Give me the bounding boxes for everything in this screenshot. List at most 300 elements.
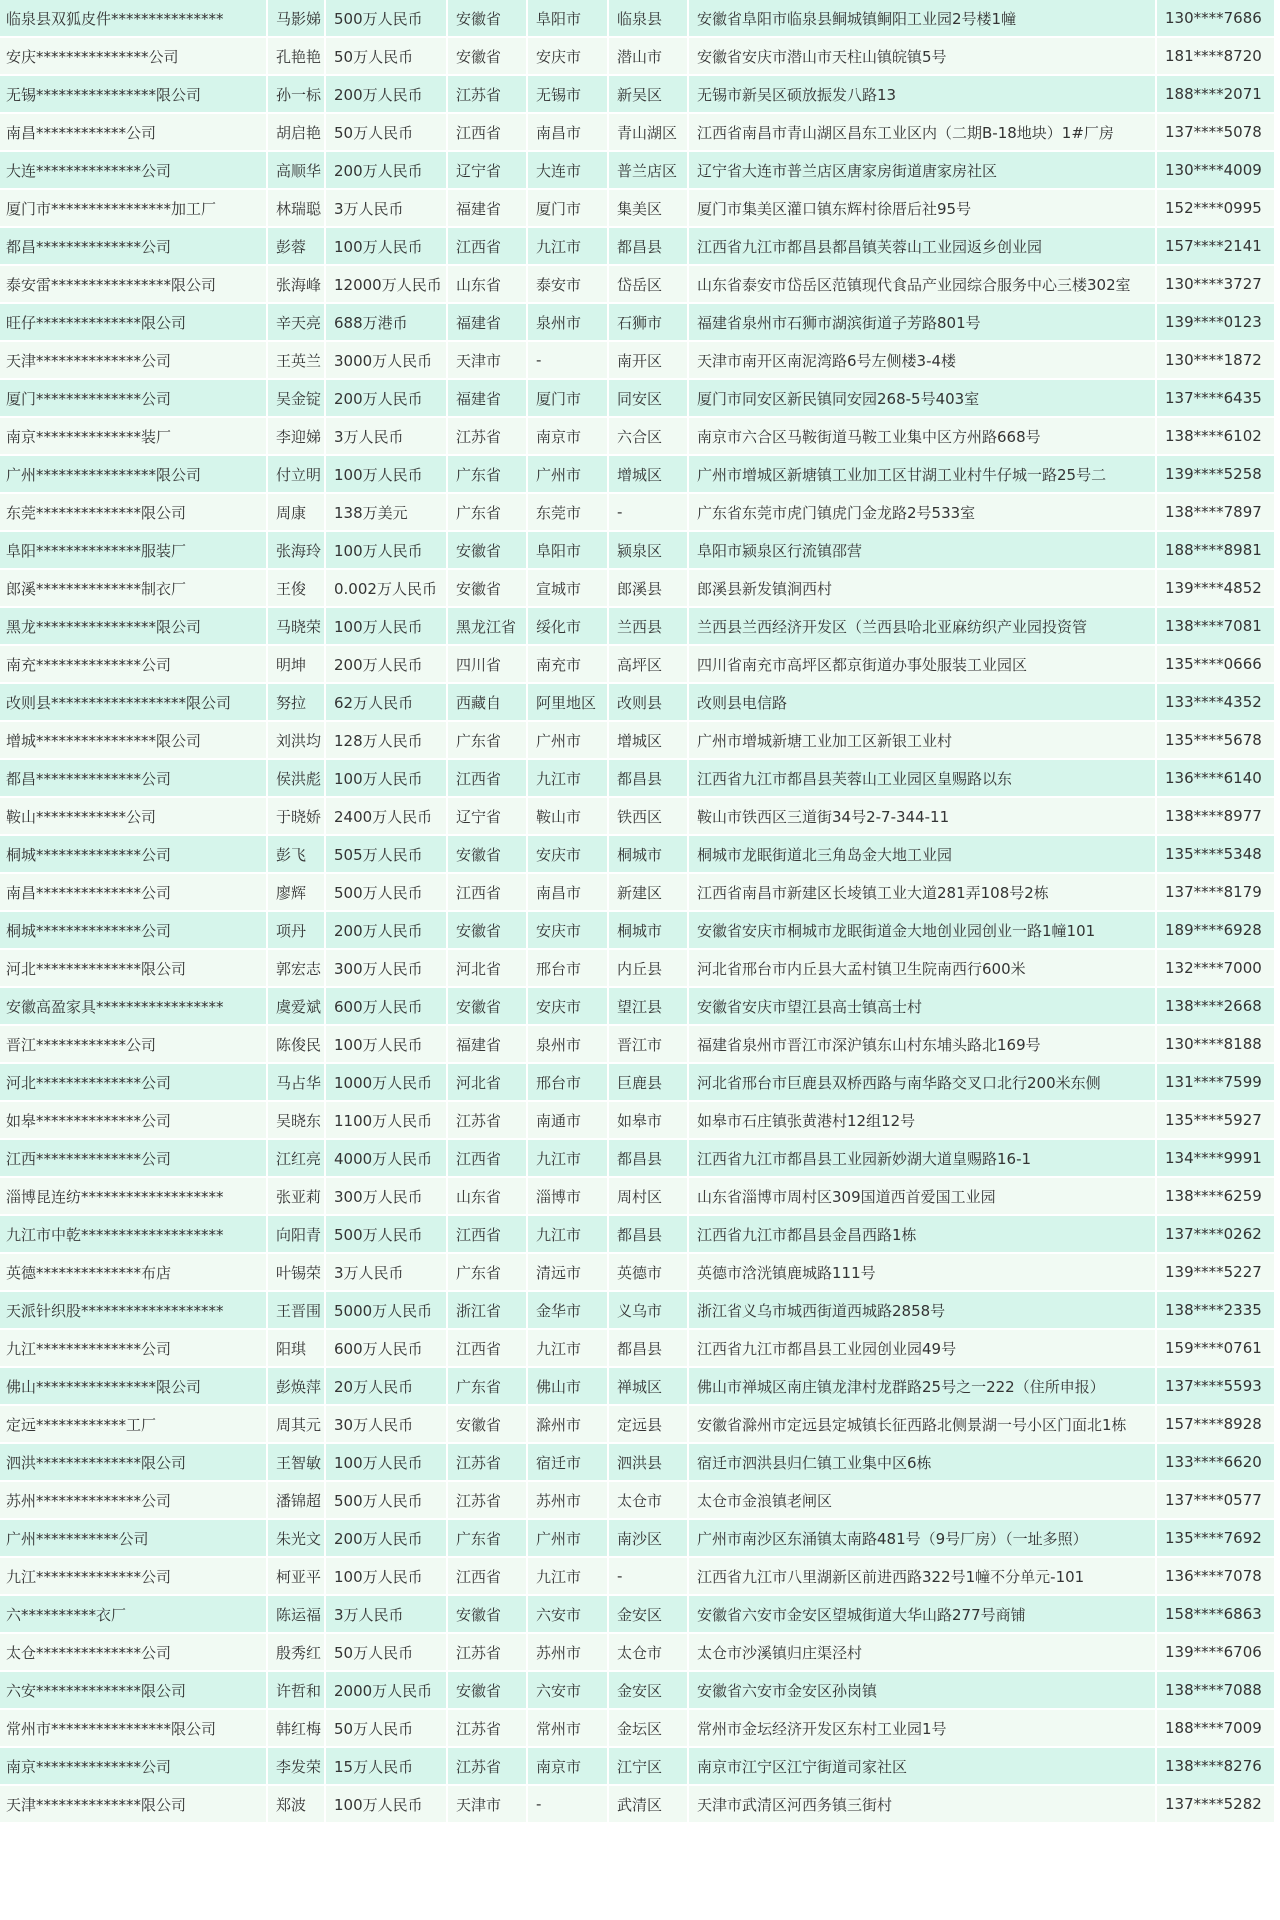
- province-cell: 江西省: [448, 228, 528, 266]
- registered-capital-cell: 50万人民币: [326, 114, 448, 152]
- district-cell: 郎溪县: [609, 570, 689, 608]
- registered-capital-cell: 600万人民币: [326, 988, 448, 1026]
- address-cell: 广州市南沙区东涌镇太南路481号（9号厂房）（一址多照）: [689, 1520, 1157, 1558]
- address-cell: 安徽省六安市金安区孙岗镇: [689, 1672, 1157, 1710]
- phone-cell: 189****6928: [1157, 912, 1276, 950]
- registered-capital-cell: 200万人民币: [326, 152, 448, 190]
- table-row: [0, 1406, 1276, 1444]
- registered-capital-cell: 100万人民币: [326, 228, 448, 266]
- registered-capital-cell: 1000万人民币: [326, 1064, 448, 1102]
- phone-cell: 157****8928: [1157, 1406, 1276, 1444]
- city-cell: 南昌市: [528, 874, 609, 912]
- table-row: [0, 684, 1276, 722]
- legal-person-cell: 马晓荣: [268, 608, 326, 646]
- registered-capital-cell: 1100万人民币: [326, 1102, 448, 1140]
- district-cell: 太仓市: [609, 1482, 689, 1520]
- phone-cell: 159****0761: [1157, 1330, 1276, 1368]
- city-cell: 六安市: [528, 1596, 609, 1634]
- legal-person-cell: 王晋围: [268, 1292, 326, 1330]
- table-row: [0, 1216, 1276, 1254]
- legal-person-cell: 柯亚平: [268, 1558, 326, 1596]
- province-cell: 山东省: [448, 266, 528, 304]
- registered-capital-cell: 100万人民币: [326, 532, 448, 570]
- province-cell: 福建省: [448, 1026, 528, 1064]
- city-cell: 厦门市: [528, 380, 609, 418]
- city-cell: 无锡市: [528, 76, 609, 114]
- registered-capital-cell: 100万人民币: [326, 760, 448, 798]
- phone-cell: 138****7897: [1157, 494, 1276, 532]
- district-cell: 都昌县: [609, 1216, 689, 1254]
- registered-capital-cell: 50万人民币: [326, 1710, 448, 1748]
- phone-cell: 139****6706: [1157, 1634, 1276, 1672]
- district-cell: 高坪区: [609, 646, 689, 684]
- table-row: [0, 342, 1276, 380]
- district-cell: 晋江市: [609, 1026, 689, 1064]
- legal-person-cell: 叶锡荣: [268, 1254, 326, 1292]
- city-cell: 鞍山市: [528, 798, 609, 836]
- address-cell: 江西省南昌市新建区长堎镇工业大道281弄108号2栋: [689, 874, 1157, 912]
- registered-capital-cell: 100万人民币: [326, 456, 448, 494]
- table-row: [0, 76, 1276, 114]
- province-cell: 福建省: [448, 190, 528, 228]
- address-cell: 南京市六合区马鞍街道马鞍工业集中区方州路668号: [689, 418, 1157, 456]
- registered-capital-cell: 30万人民币: [326, 1406, 448, 1444]
- legal-person-cell: 付立明: [268, 456, 326, 494]
- city-cell: 九江市: [528, 228, 609, 266]
- company-name-cell: 太仓**************公司: [0, 1634, 268, 1672]
- province-cell: 福建省: [448, 304, 528, 342]
- phone-cell: 130****3727: [1157, 266, 1276, 304]
- address-cell: 无锡市新吴区硕放振发八路13: [689, 76, 1157, 114]
- phone-cell: 138****7081: [1157, 608, 1276, 646]
- city-cell: 广州市: [528, 456, 609, 494]
- phone-cell: 135****5678: [1157, 722, 1276, 760]
- company-name-cell: 大连**************公司: [0, 152, 268, 190]
- address-cell: 天津市南开区南泥湾路6号左侧楼3-4楼: [689, 342, 1157, 380]
- registered-capital-cell: 2400万人民币: [326, 798, 448, 836]
- city-cell: 阜阳市: [528, 0, 609, 38]
- company-name-cell: 九江**************公司: [0, 1330, 268, 1368]
- table-row: [0, 1520, 1276, 1558]
- registered-capital-cell: 600万人民币: [326, 1330, 448, 1368]
- address-cell: 安徽省六安市金安区望城街道大华山路277号商铺: [689, 1596, 1157, 1634]
- table-row: [0, 1444, 1276, 1482]
- company-name-cell: 如皋**************公司: [0, 1102, 268, 1140]
- table-row: [0, 1482, 1276, 1520]
- city-cell: 厦门市: [528, 190, 609, 228]
- address-cell: 福建省泉州市石狮市湖滨街道子芳路801号: [689, 304, 1157, 342]
- city-cell: 阜阳市: [528, 532, 609, 570]
- phone-cell: 136****6140: [1157, 760, 1276, 798]
- city-cell: 安庆市: [528, 38, 609, 76]
- company-name-cell: 常州市****************限公司: [0, 1710, 268, 1748]
- phone-cell: 137****0577: [1157, 1482, 1276, 1520]
- legal-person-cell: 王智敏: [268, 1444, 326, 1482]
- address-cell: 兰西县兰西经济开发区（兰西县哈北亚麻纺织产业园投资管: [689, 608, 1157, 646]
- legal-person-cell: 虞爱斌: [268, 988, 326, 1026]
- district-cell: 义乌市: [609, 1292, 689, 1330]
- address-cell: 山东省淄博市周村区309国道西首爱国工业园: [689, 1178, 1157, 1216]
- province-cell: 江苏省: [448, 1482, 528, 1520]
- company-name-cell: 厦门**************公司: [0, 380, 268, 418]
- district-cell: 集美区: [609, 190, 689, 228]
- phone-cell: 138****7088: [1157, 1672, 1276, 1710]
- city-cell: 六安市: [528, 1672, 609, 1710]
- company-name-cell: 佛山****************限公司: [0, 1368, 268, 1406]
- address-cell: 常州市金坛经济开发区东村工业园1号: [689, 1710, 1157, 1748]
- province-cell: 江苏省: [448, 1710, 528, 1748]
- address-cell: 桐城市龙眠街道北三角岛金大地工业园: [689, 836, 1157, 874]
- city-cell: 南京市: [528, 418, 609, 456]
- address-cell: 江西省九江市都昌县金昌西路1栋: [689, 1216, 1157, 1254]
- company-name-cell: 英德**************布店: [0, 1254, 268, 1292]
- table-row: [0, 494, 1276, 532]
- table-row: [0, 798, 1276, 836]
- district-cell: 如皋市: [609, 1102, 689, 1140]
- phone-cell: 133****4352: [1157, 684, 1276, 722]
- address-cell: 南京市江宁区江宁街道司家社区: [689, 1748, 1157, 1786]
- address-cell: 河北省邢台市巨鹿县双桥西路与南华路交叉口北行200米东侧: [689, 1064, 1157, 1102]
- registered-capital-cell: 12000万人民币: [326, 266, 448, 304]
- city-cell: 金华市: [528, 1292, 609, 1330]
- district-cell: 武清区: [609, 1786, 689, 1824]
- phone-cell: 137****8179: [1157, 874, 1276, 912]
- table-row: [0, 266, 1276, 304]
- province-cell: 安徽省: [448, 988, 528, 1026]
- province-cell: 天津市: [448, 1786, 528, 1824]
- city-cell: 南京市: [528, 1748, 609, 1786]
- registered-capital-cell: 200万人民币: [326, 912, 448, 950]
- registered-capital-cell: 300万人民币: [326, 950, 448, 988]
- city-cell: 大连市: [528, 152, 609, 190]
- registered-capital-cell: 500万人民币: [326, 874, 448, 912]
- table-row: [0, 114, 1276, 152]
- phone-cell: 139****4852: [1157, 570, 1276, 608]
- address-cell: 安徽省安庆市望江县高士镇高士村: [689, 988, 1157, 1026]
- city-cell: 泰安市: [528, 266, 609, 304]
- company-name-cell: 郎溪**************制衣厂: [0, 570, 268, 608]
- district-cell: 都昌县: [609, 1330, 689, 1368]
- district-cell: 金坛区: [609, 1710, 689, 1748]
- city-cell: 九江市: [528, 1140, 609, 1178]
- registered-capital-cell: 500万人民币: [326, 0, 448, 38]
- phone-cell: 132****7000: [1157, 950, 1276, 988]
- district-cell: 金安区: [609, 1596, 689, 1634]
- company-name-cell: 临泉县双狐皮件***************: [0, 0, 268, 38]
- legal-person-cell: 李迎娣: [268, 418, 326, 456]
- legal-person-cell: 林瑞聪: [268, 190, 326, 228]
- legal-person-cell: 朱光文: [268, 1520, 326, 1558]
- table-row: [0, 1368, 1276, 1406]
- city-cell: 九江市: [528, 1216, 609, 1254]
- table-row: [0, 1026, 1276, 1064]
- city-cell: 南昌市: [528, 114, 609, 152]
- legal-person-cell: 王俊: [268, 570, 326, 608]
- legal-person-cell: 吴晓东: [268, 1102, 326, 1140]
- district-cell: 定远县: [609, 1406, 689, 1444]
- phone-cell: 130****4009: [1157, 152, 1276, 190]
- registered-capital-cell: 138万美元: [326, 494, 448, 532]
- company-name-cell: 南充**************公司: [0, 646, 268, 684]
- province-cell: 江苏省: [448, 76, 528, 114]
- company-name-cell: 桐城**************公司: [0, 836, 268, 874]
- company-name-cell: 南京**************装厂: [0, 418, 268, 456]
- phone-cell: 138****6259: [1157, 1178, 1276, 1216]
- legal-person-cell: 马影娣: [268, 0, 326, 38]
- legal-person-cell: 马占华: [268, 1064, 326, 1102]
- legal-person-cell: 潘锦超: [268, 1482, 326, 1520]
- phone-cell: 188****8981: [1157, 532, 1276, 570]
- province-cell: 江西省: [448, 1330, 528, 1368]
- registered-capital-cell: 3万人民币: [326, 190, 448, 228]
- province-cell: 辽宁省: [448, 798, 528, 836]
- city-cell: 广州市: [528, 1520, 609, 1558]
- district-cell: 岱岳区: [609, 266, 689, 304]
- legal-person-cell: 李发荣: [268, 1748, 326, 1786]
- province-cell: 安徽省: [448, 836, 528, 874]
- province-cell: 四川省: [448, 646, 528, 684]
- city-cell: 东莞市: [528, 494, 609, 532]
- province-cell: 江西省: [448, 1216, 528, 1254]
- address-cell: 安徽省滁州市定远县定城镇长征西路北侧景湖一号小区门面北1栋: [689, 1406, 1157, 1444]
- registered-capital-cell: 200万人民币: [326, 76, 448, 114]
- legal-person-cell: 周康: [268, 494, 326, 532]
- table-row: [0, 874, 1276, 912]
- company-name-cell: 黑龙****************限公司: [0, 608, 268, 646]
- table-row: [0, 1634, 1276, 1672]
- legal-person-cell: 明坤: [268, 646, 326, 684]
- city-cell: 九江市: [528, 760, 609, 798]
- district-cell: 增城区: [609, 722, 689, 760]
- phone-cell: 137****5282: [1157, 1786, 1276, 1824]
- phone-cell: 152****0995: [1157, 190, 1276, 228]
- table-row: [0, 1254, 1276, 1292]
- province-cell: 安徽省: [448, 1596, 528, 1634]
- province-cell: 安徽省: [448, 570, 528, 608]
- province-cell: 江苏省: [448, 1634, 528, 1672]
- district-cell: 江宁区: [609, 1748, 689, 1786]
- province-cell: 河北省: [448, 950, 528, 988]
- table-row: [0, 1178, 1276, 1216]
- company-name-cell: 六安**************限公司: [0, 1672, 268, 1710]
- phone-cell: 130****8188: [1157, 1026, 1276, 1064]
- province-cell: 安徽省: [448, 0, 528, 38]
- address-cell: 安徽省阜阳市临泉县鲖城镇鲖阳工业园2号楼1幢: [689, 0, 1157, 38]
- table-row: [0, 646, 1276, 684]
- address-cell: 鞍山市铁西区三道街34号2-7-344-11: [689, 798, 1157, 836]
- registered-capital-cell: 100万人民币: [326, 608, 448, 646]
- company-name-cell: 安庆***************公司: [0, 38, 268, 76]
- company-name-cell: 九江**************公司: [0, 1558, 268, 1596]
- address-cell: 太仓市金浪镇老闸区: [689, 1482, 1157, 1520]
- phone-cell: 130****7686: [1157, 0, 1276, 38]
- city-cell: 绥化市: [528, 608, 609, 646]
- company-name-cell: 无锡****************限公司: [0, 76, 268, 114]
- district-cell: 巨鹿县: [609, 1064, 689, 1102]
- province-cell: 广东省: [448, 456, 528, 494]
- province-cell: 黑龙江省: [448, 608, 528, 646]
- address-cell: 天津市武清区河西务镇三街村: [689, 1786, 1157, 1824]
- district-cell: 普兰店区: [609, 152, 689, 190]
- address-cell: 广州市增城区新塘镇工业加工区甘湖工业村牛仔城一路25号二: [689, 456, 1157, 494]
- company-name-cell: 都昌**************公司: [0, 760, 268, 798]
- address-cell: 江西省九江市都昌县都昌镇芙蓉山工业园返乡创业园: [689, 228, 1157, 266]
- address-cell: 安徽省安庆市桐城市龙眠街道金大地创业园创业一路1幢101: [689, 912, 1157, 950]
- district-cell: 望江县: [609, 988, 689, 1026]
- company-name-cell: 六**********衣厂: [0, 1596, 268, 1634]
- phone-cell: 139****5258: [1157, 456, 1276, 494]
- legal-person-cell: 阳琪: [268, 1330, 326, 1368]
- phone-cell: 134****9991: [1157, 1140, 1276, 1178]
- company-name-cell: 改则县******************限公司: [0, 684, 268, 722]
- company-name-cell: 东莞**************限公司: [0, 494, 268, 532]
- district-cell: 铁西区: [609, 798, 689, 836]
- legal-person-cell: 张海峰: [268, 266, 326, 304]
- city-cell: 安庆市: [528, 912, 609, 950]
- table-row: [0, 1558, 1276, 1596]
- phone-cell: 131****7599: [1157, 1064, 1276, 1102]
- legal-person-cell: 张亚莉: [268, 1178, 326, 1216]
- phone-cell: 137****5078: [1157, 114, 1276, 152]
- province-cell: 江苏省: [448, 1748, 528, 1786]
- registered-capital-cell: 100万人民币: [326, 1786, 448, 1824]
- district-cell: 新吴区: [609, 76, 689, 114]
- legal-person-cell: 周其元: [268, 1406, 326, 1444]
- legal-person-cell: 王英兰: [268, 342, 326, 380]
- legal-person-cell: 于晓娇: [268, 798, 326, 836]
- phone-cell: 181****8720: [1157, 38, 1276, 76]
- province-cell: 江苏省: [448, 1444, 528, 1482]
- registered-capital-cell: 100万人民币: [326, 1444, 448, 1482]
- company-name-cell: 南京**************公司: [0, 1748, 268, 1786]
- company-name-cell: 定远************工厂: [0, 1406, 268, 1444]
- city-cell: 佛山市: [528, 1368, 609, 1406]
- registered-capital-cell: 50万人民币: [326, 38, 448, 76]
- district-cell: 金安区: [609, 1672, 689, 1710]
- phone-cell: 137****6435: [1157, 380, 1276, 418]
- legal-person-cell: 郭宏志: [268, 950, 326, 988]
- province-cell: 安徽省: [448, 532, 528, 570]
- company-name-cell: 南昌**************公司: [0, 874, 268, 912]
- company-name-cell: 厦门市****************加工厂: [0, 190, 268, 228]
- province-cell: 江西省: [448, 760, 528, 798]
- district-cell: 泗洪县: [609, 1444, 689, 1482]
- province-cell: 江西省: [448, 114, 528, 152]
- address-cell: 安徽省安庆市潜山市天柱山镇皖镇5号: [689, 38, 1157, 76]
- address-cell: 河北省邢台市内丘县大孟村镇卫生院南西行600米: [689, 950, 1157, 988]
- city-cell: 阿里地区: [528, 684, 609, 722]
- address-cell: 佛山市禅城区南庄镇龙津村龙群路25号之一222（住所申报）: [689, 1368, 1157, 1406]
- registered-capital-cell: 200万人民币: [326, 646, 448, 684]
- registered-capital-cell: 505万人民币: [326, 836, 448, 874]
- table-row: [0, 190, 1276, 228]
- province-cell: 浙江省: [448, 1292, 528, 1330]
- address-cell: 如皋市石庄镇张黄港村12组12号: [689, 1102, 1157, 1140]
- province-cell: 江西省: [448, 1140, 528, 1178]
- phone-cell: 139****5227: [1157, 1254, 1276, 1292]
- district-cell: 改则县: [609, 684, 689, 722]
- phone-cell: 157****2141: [1157, 228, 1276, 266]
- phone-cell: 133****6620: [1157, 1444, 1276, 1482]
- legal-person-cell: 许哲和: [268, 1672, 326, 1710]
- phone-cell: 130****1872: [1157, 342, 1276, 380]
- company-name-cell: 都昌**************公司: [0, 228, 268, 266]
- phone-cell: 138****6102: [1157, 418, 1276, 456]
- table-row: [0, 836, 1276, 874]
- company-name-cell: 广州***********公司: [0, 1520, 268, 1558]
- legal-person-cell: 侯洪彪: [268, 760, 326, 798]
- table-row: [0, 988, 1276, 1026]
- district-cell: 潜山市: [609, 38, 689, 76]
- table-row: [0, 1596, 1276, 1634]
- table-row: [0, 1748, 1276, 1786]
- table-row: [0, 760, 1276, 798]
- address-cell: 英德市浛洸镇鹿城路111号: [689, 1254, 1157, 1292]
- phone-cell: 188****7009: [1157, 1710, 1276, 1748]
- registered-capital-cell: 50万人民币: [326, 1634, 448, 1672]
- address-cell: 厦门市同安区新民镇同安园268-5号403室: [689, 380, 1157, 418]
- city-cell: 泉州市: [528, 304, 609, 342]
- legal-person-cell: 项丹: [268, 912, 326, 950]
- registered-capital-cell: 200万人民币: [326, 1520, 448, 1558]
- province-cell: 安徽省: [448, 1672, 528, 1710]
- table-row: [0, 608, 1276, 646]
- legal-person-cell: 向阳青: [268, 1216, 326, 1254]
- legal-person-cell: 吴金锭: [268, 380, 326, 418]
- table-row: [0, 1102, 1276, 1140]
- company-name-cell: 桐城**************公司: [0, 912, 268, 950]
- city-cell: 苏州市: [528, 1482, 609, 1520]
- district-cell: 都昌县: [609, 760, 689, 798]
- company-name-cell: 天津**************公司: [0, 342, 268, 380]
- table-row: [0, 380, 1276, 418]
- phone-cell: 138****8977: [1157, 798, 1276, 836]
- registered-capital-cell: 3万人民币: [326, 418, 448, 456]
- province-cell: 广东省: [448, 494, 528, 532]
- phone-cell: 138****2335: [1157, 1292, 1276, 1330]
- province-cell: 安徽省: [448, 912, 528, 950]
- registered-capital-cell: 500万人民币: [326, 1482, 448, 1520]
- city-cell: 宣城市: [528, 570, 609, 608]
- city-cell: 南充市: [528, 646, 609, 684]
- address-cell: 改则县电信路: [689, 684, 1157, 722]
- city-cell: 邢台市: [528, 950, 609, 988]
- province-cell: 山东省: [448, 1178, 528, 1216]
- district-cell: 桐城市: [609, 836, 689, 874]
- phone-cell: 188****2071: [1157, 76, 1276, 114]
- registered-capital-cell: 3万人民币: [326, 1596, 448, 1634]
- city-cell: 安庆市: [528, 988, 609, 1026]
- district-cell: 颍泉区: [609, 532, 689, 570]
- address-cell: 江西省九江市都昌县工业园创业园49号: [689, 1330, 1157, 1368]
- district-cell: 兰西县: [609, 608, 689, 646]
- phone-cell: 138****8276: [1157, 1748, 1276, 1786]
- table-row: [0, 532, 1276, 570]
- province-cell: 河北省: [448, 1064, 528, 1102]
- province-cell: 江苏省: [448, 418, 528, 456]
- province-cell: 天津市: [448, 342, 528, 380]
- legal-person-cell: 郑波: [268, 1786, 326, 1824]
- address-cell: 辽宁省大连市普兰店区唐家房街道唐家房社区: [689, 152, 1157, 190]
- address-cell: 太仓市沙溪镇归庄渠泾村: [689, 1634, 1157, 1672]
- district-cell: 六合区: [609, 418, 689, 456]
- company-name-cell: 河北**************公司: [0, 1064, 268, 1102]
- table-row: [0, 912, 1276, 950]
- province-cell: 江西省: [448, 874, 528, 912]
- city-cell: 邢台市: [528, 1064, 609, 1102]
- company-name-cell: 泰安雷****************限公司: [0, 266, 268, 304]
- city-cell: 淄博市: [528, 1178, 609, 1216]
